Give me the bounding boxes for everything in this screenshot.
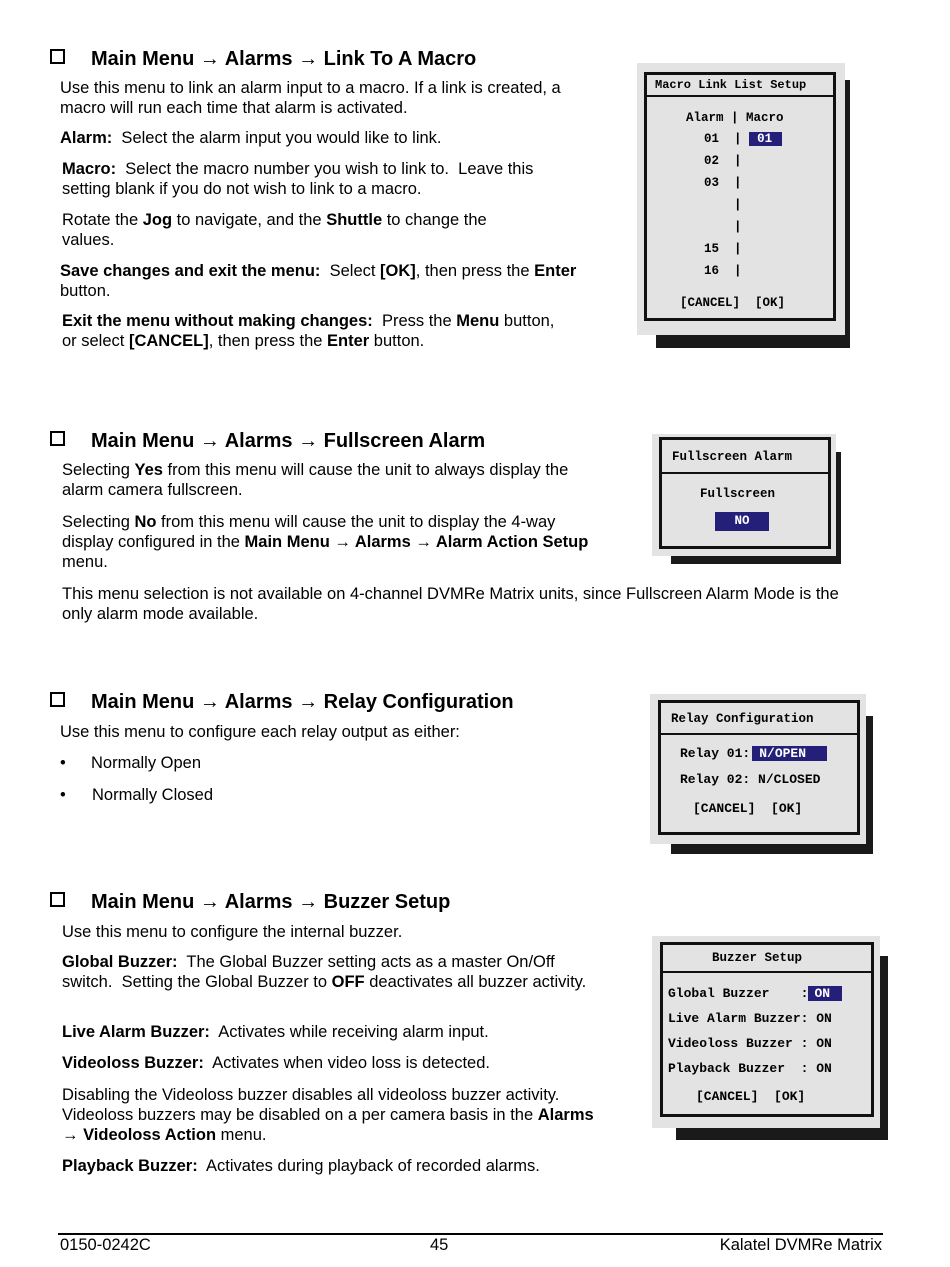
alarm-cell: 16 [704,264,720,278]
text: to change the values. [62,211,487,249]
table-row[interactable] [704,242,742,256]
paragraph-no [62,512,602,572]
screen-buttons [680,296,785,310]
global-buzzer-value-selected[interactable]: ON [808,986,842,1001]
footer-doc-number: 0150-0242C [60,1236,151,1254]
checkbox-bullet-icon [50,49,65,64]
alarm-cell: 03 [704,176,720,190]
bullet-text: Normally Open [91,754,202,772]
text: Selecting [62,513,135,531]
term: Enter [534,262,577,280]
ok-button[interactable]: [OK] [755,296,786,310]
screen-panel [658,700,860,835]
text: button. [60,282,111,300]
text: Activates when video loss is detected. [203,1054,490,1072]
list-item [60,785,213,805]
footer-product-name: Kalatel DVMRe Matrix [719,1236,882,1254]
text: , then press the [208,332,328,350]
playback-buzzer-row[interactable]: Playback Buzzer : ON [668,1061,832,1076]
text: Rotate the [62,211,143,229]
alarm-cell: 15 [704,242,720,256]
paragraph-text: This menu selection is not available on 4-channel DVMRe Matrix units, since Fullscreen Alarm Mode is the only alarm mode available. [62,585,839,623]
text: menu. [62,553,108,571]
paragraph-text: Use this menu to configure each relay output as either: [60,723,460,741]
relay-01-value-selected[interactable]: N/OPEN [752,746,827,761]
bullet-icon: • [60,754,66,772]
paragraph-live-alarm [62,1022,602,1042]
term: Save changes and exit the menu: [60,262,321,280]
screen-buttons [696,1089,805,1104]
paragraph [62,922,592,942]
term: Alarms → Videoloss Action [62,1106,594,1144]
title-divider [647,95,833,97]
screen-title: Buzzer Setup [712,951,803,965]
videoloss-buzzer-row[interactable]: Videoloss Buzzer : ON [668,1036,832,1051]
text: button. [369,332,425,350]
paragraph [60,722,590,742]
screen-title: Macro Link List Setup [655,78,807,92]
term: Playback Buzzer: [62,1157,198,1175]
term: Videoloss Buzzer: [62,1054,204,1072]
text: menu. [216,1126,267,1144]
ok-button[interactable]: [OK] [774,1089,806,1104]
paragraph-jog [62,210,502,250]
fullscreen-label: Fullscreen [700,487,776,501]
footer-rule [58,1233,883,1235]
ok-button[interactable]: [OK] [771,801,803,816]
table-row [734,198,742,212]
checkbox-bullet-icon [50,892,65,907]
term: Macro: [62,160,117,178]
term: No [134,513,157,531]
term: OFF [331,973,365,991]
screen-title: Fullscreen Alarm [672,450,793,464]
paragraph-text: Use this menu to link an alarm input to a macro. If a link is created, a macro will run each time that alarm is activated. [60,79,561,117]
text: Activates while receiving alarm input. [209,1023,489,1041]
bullet-text: Normally Closed [92,786,214,804]
text: from this menu will cause the unit to always display the alarm camera fullscreen. [62,461,569,499]
text: Activates during playback of recorded alarms. [197,1157,540,1175]
table-row [734,220,742,234]
cancel-button[interactable]: [CANCEL] [680,296,741,310]
screen-buttons [693,801,802,816]
term: Main Menu → Alarms → Alarm Action Setup [244,533,589,551]
alarm-cell: 02 [704,154,720,168]
paragraph-playback [62,1156,602,1176]
paragraph-exit [62,311,562,351]
term: [OK] [380,262,416,280]
text: from this menu will cause the unit to display the 4-way display configured in the [62,513,556,551]
relay-01-row[interactable] [680,746,827,761]
screen-panel [659,437,831,549]
heading-text: Main Menu → Alarms → Buzzer Setup [91,891,451,913]
global-buzzer-label: Global Buzzer : [668,986,809,1001]
table-row[interactable] [704,154,742,168]
footer-page-number: 45 [430,1236,449,1254]
term: Global Buzzer: [62,953,178,971]
screen-panel [660,942,874,1117]
section-heading-buzzer-setup [50,891,450,914]
term: Shuttle [326,211,383,229]
heading-text: Main Menu → Alarms → Link To A Macro [91,48,477,70]
column-header: Alarm | Macro [686,111,784,125]
paragraph [60,78,600,118]
term: Jog [142,211,173,229]
text: Selecting [62,461,135,479]
paragraph-alarm [60,128,600,148]
separator: | [734,132,742,146]
title-divider [661,733,857,735]
relay-01-label: Relay 01: [680,746,751,761]
screen-title: Relay Configuration [671,712,814,726]
separator: | [734,154,742,168]
relay-02-row[interactable]: Relay 02: N/CLOSED [680,772,821,787]
title-divider [663,971,871,973]
screen-panel [644,72,836,321]
section-heading-link-macro [50,48,476,71]
cancel-button[interactable]: [CANCEL] [693,801,756,816]
term: Alarm: [60,129,113,147]
section-heading-fullscreen-alarm [50,430,485,453]
paragraph-note [62,584,872,624]
table-row[interactable] [704,132,782,146]
checkbox-bullet-icon [50,431,65,446]
separator: | [734,242,742,256]
text: button, or select [62,312,555,350]
paragraph-save [60,261,580,301]
list-item [60,753,201,773]
heading-text: Main Menu → Alarms → Relay Configuration [91,691,514,713]
text: deactivates all buzzer activity. [364,973,587,991]
table-row[interactable] [704,264,742,278]
term: Menu [456,312,500,330]
paragraph-global-buzzer [62,952,602,992]
paragraph-text: Use this menu to configure the internal buzzer. [62,923,403,941]
term: Yes [134,461,163,479]
text: to navigate, and the [172,211,327,229]
checkbox-bullet-icon [50,692,65,707]
text: , then press the [415,262,535,280]
heading-text: Main Menu → Alarms → Fullscreen Alarm [91,430,486,452]
text: The Global Buzzer setting acts as a master On/Off switch. Setting the Global Buzzer to [62,953,560,991]
table-row[interactable] [704,176,742,190]
definition: Select the alarm input you would like to link. [112,129,442,147]
global-buzzer-row[interactable] [668,986,842,1001]
term: [CANCEL] [128,332,209,350]
paragraph-yes [62,460,592,500]
bullet-icon: • [60,786,66,804]
alarm-cell: 01 [704,132,720,146]
text: Select [320,262,381,280]
paragraph-videoloss [62,1053,602,1073]
section-heading-relay-configuration [50,691,514,714]
text: Disabling the Videoloss buzzer disables all videoloss buzzer activity. Videoloss buzzers may be disabled on a per camera basis in the [62,1086,560,1124]
macro-value-selected[interactable]: 01 [749,132,782,146]
cancel-button[interactable]: [CANCEL] [696,1089,759,1104]
paragraph-macro [62,159,582,199]
term: Exit the menu without making changes: [62,312,373,330]
definition: Select the macro number you wish to link to. Leave this setting blank if you do not wish to link to a macro. [62,160,538,198]
separator: | [734,264,742,278]
term: Enter [327,332,370,350]
term: Live Alarm Buzzer: [62,1023,210,1041]
text: Press the [372,312,457,330]
paragraph-videoloss-note [62,1085,607,1145]
fullscreen-value-selected[interactable]: NO [715,512,769,531]
separator: | [734,176,742,190]
live-alarm-buzzer-row[interactable]: Live Alarm Buzzer: ON [668,1011,832,1026]
separator: | [734,220,742,234]
separator: | [734,198,742,212]
title-divider [662,472,828,474]
